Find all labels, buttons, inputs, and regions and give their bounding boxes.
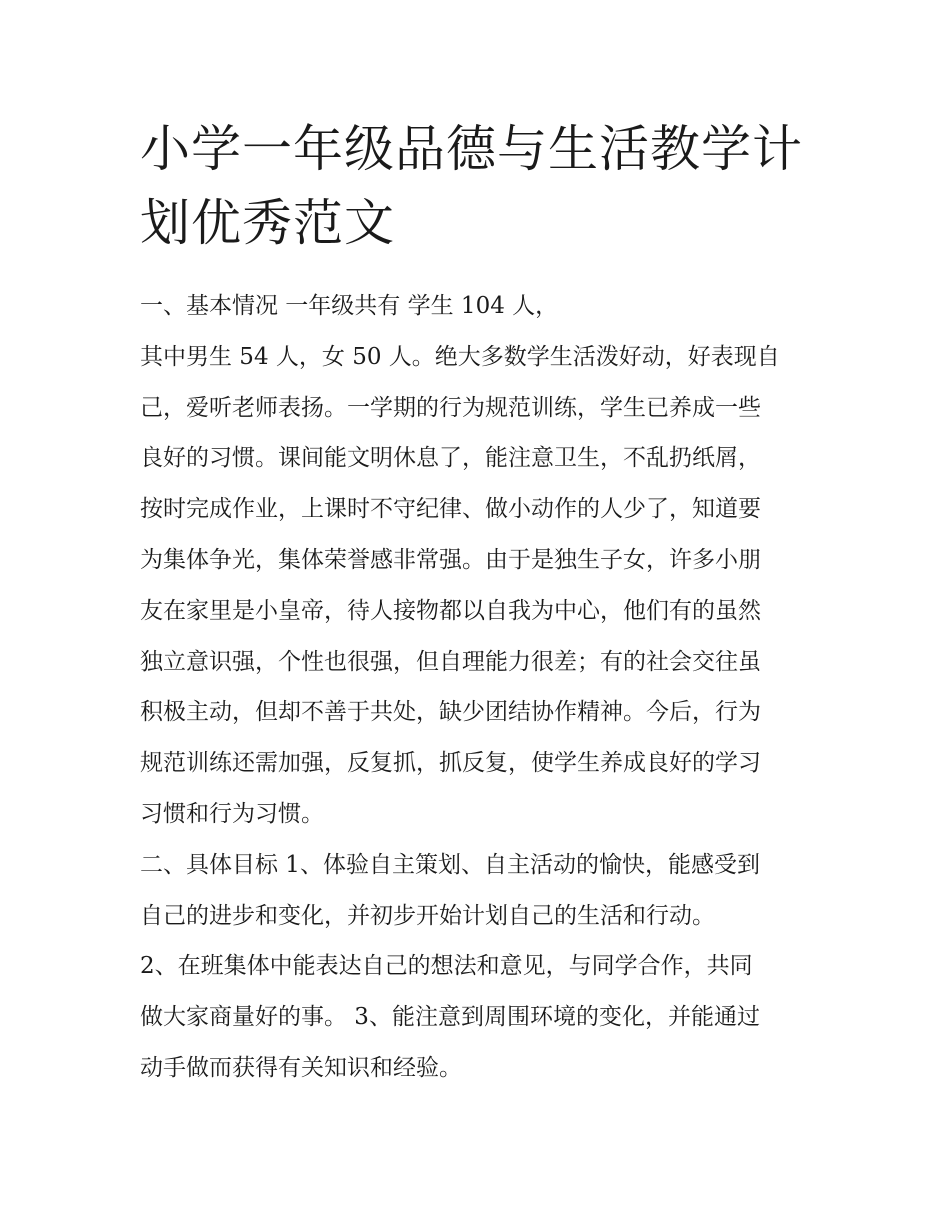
body-line-1: 一、基本情况 一年级共有 学生 104 人， <box>140 293 559 319</box>
title-line-1: 小学一年级品德与生活教学计 <box>140 120 803 178</box>
body-line-6: 为集体争光，集体荣誉感非常强。由于是独生子女，许多小朋 <box>140 546 761 573</box>
body-line-13: 自己的进步和变化，并初步开始计划自己的生活和行动。 <box>140 902 715 929</box>
body-line-9: 积极主动，但却不善于共处，缺少团结协作精神。今后，行为 <box>140 699 761 726</box>
body-line-15: 做大家商量好的事。 3、能注意到周围环境的变化，并能通过 <box>140 1004 760 1031</box>
document-title <box>140 112 820 260</box>
body-line-3: 己，爱听老师表扬。一学期的行为规范训练，学生已养成一些 <box>140 394 761 421</box>
body-line-14: 2、在班集体中能表达自己的想法和意见，与同学合作，共同 <box>140 953 753 980</box>
body-line-5: 按时完成作业，上课时不守纪律、做小动作的人少了，知道要 <box>140 496 761 523</box>
body-line-4: 良好的习惯。课间能文明休息了，能注意卫生，不乱扔纸屑， <box>140 445 761 472</box>
body-line-10: 规范训练还需加强，反复抓，抓反复，使学生养成良好的学习 <box>140 750 761 777</box>
title-line-2: 划优秀范文 <box>140 194 395 252</box>
body-line-2: 其中男生 54 人，女 50 人。绝大多数学生活泼好动，好表现自 <box>140 343 780 370</box>
body-line-8: 独立意识强，个性也很强，但自理能力很差；有的社会交往虽 <box>140 648 761 675</box>
body-line-11: 习惯和行为习惯。 <box>140 800 324 827</box>
body-line-7: 友在家里是小皇帝，待人接物都以自我为中心，他们有的虽然 <box>140 597 761 624</box>
document-body <box>140 281 820 1094</box>
body-line-16: 动手做而获得有关知识和经验。 <box>140 1054 462 1081</box>
body-line-12: 二、具体目标 1、体验自主策划、自主活动的愉快，能感受到 <box>140 851 760 878</box>
